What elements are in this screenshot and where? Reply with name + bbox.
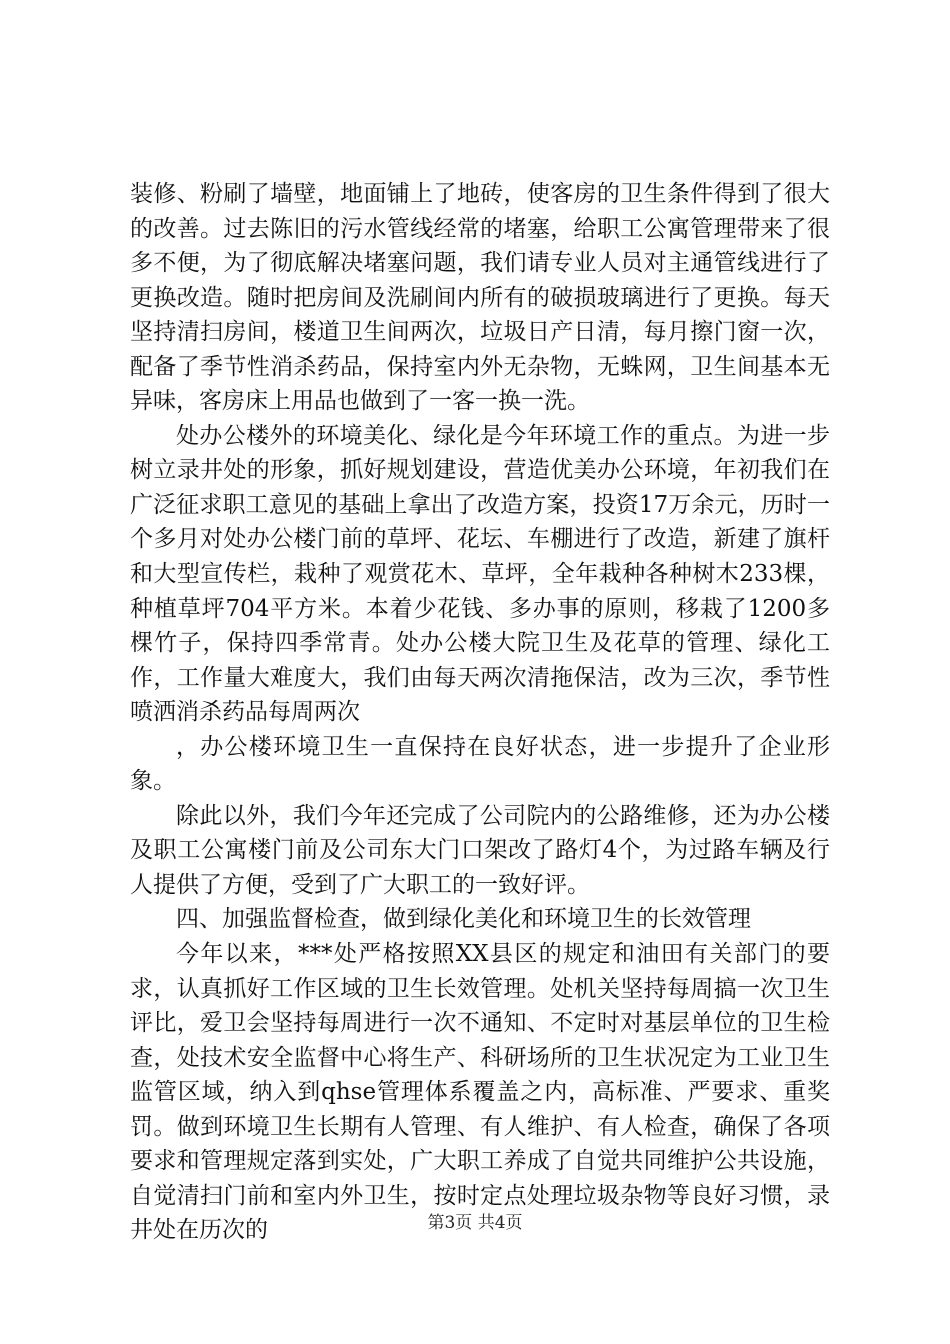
document-body	[130, 177, 830, 1248]
section-heading: 四、加强监督检查，做到绿化美化和环境卫生的长效管理	[176, 906, 751, 933]
paragraph-3: ，办公楼环境卫生一直保持在良好状态，进一步提升了企业形象。	[130, 733, 830, 795]
paragraph-4: 除此以外，我们今年还完成了公司院内的公路维修，还为办公楼及职工公寓楼门前及公司东大门口架改了路灯4个，为过路车辆及行人提供了方便，受到了广大职工的一致好评。	[130, 802, 830, 898]
paragraph-2: 处办公楼外的环境美化、绿化是今年环境工作的重点。为进一步树立录井处的形象，抓好规划建设，营造优美办公环境，年初我们在广泛征求职工意见的基础上拿出了改造方案，投资17万余元，历时一个多月对处办公楼门前的草坪、花坛、车棚进行了改造，新建了旗杆和大型宣传栏，栽种了观赏花木、草坪，全年栽种各种树木233棵，种植草坪704平方米。本着少花钱、多办事的原则，移栽了1200多棵竹子，保持四季常青。处办公楼大院卫生及花草的管理、绿化工作，工作量大难度大，我们由每天两次清拖保洁，改为三次，季节性喷洒消杀药品每周两次	[130, 422, 830, 726]
page-number-footer: 第3页 共4页	[427, 1213, 523, 1233]
paragraph-1: 装修、粉刷了墙壁，地面铺上了地砖，使客房的卫生条件得到了很大的改善。过去陈旧的污水管线经常的堵塞，给职工公寓管理带来了很多不便，为了彻底解决堵塞问题，我们请专业人员对主通管线进行了更换改造。随时把房间及洗刷间内所有的破损玻璃进行了更换。每天坚持清扫房间，楼道卫生间两次，垃圾日产日清，每月擦门窗一次，配备了季节性消杀药品，保持室内外无杂物，无蛛网，卫生间基本无异味，客房床上用品也做到了一客一换一洗。	[130, 181, 830, 415]
paragraph-6: 今年以来，***处严格按照XX县区的规定和油田有关部门的要求，认真抓好工作区域的卫生长效管理。处机关坚持每周搞一次卫生评比，爱卫会坚持每周进行一次不通知、不定时对基层单位的卫生检查，处技术安全监督中心将生产、科研场所的卫生状况定为工业卫生监管区域，纳入到qhse管理体系覆盖之内，高标准、严要求、重奖罚。做到环境卫生长期有人管理、有人维护、有人检查，确保了各项要求和管理规定落到实处，广大职工养成了自觉共同维护公共设施，自觉清扫门前和室内外卫生，按时定点处理垃圾杂物等良好习惯，录井处在历次的	[130, 941, 830, 1244]
